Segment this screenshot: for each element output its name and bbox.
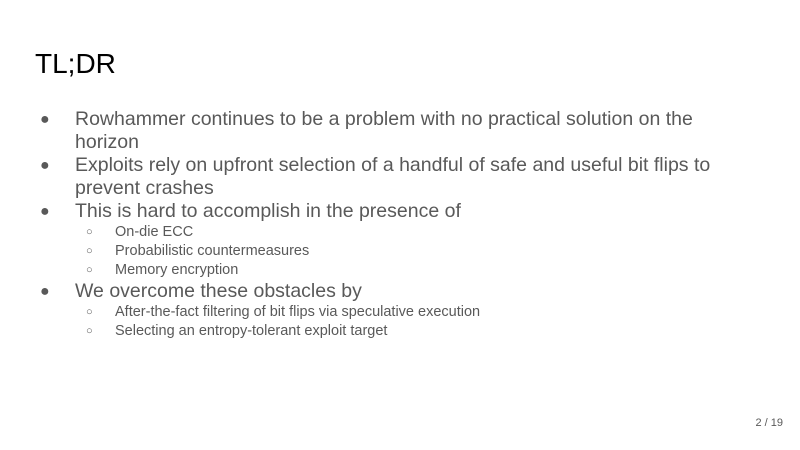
bullet-item (40, 200, 760, 280)
bullet-list (40, 108, 760, 341)
sub-bullet-icon: ○ (86, 306, 93, 318)
sub-bullet-item (40, 242, 760, 261)
sub-bullet-item (40, 223, 760, 242)
bullet-item (40, 154, 760, 200)
sub-bullet-icon: ○ (86, 325, 93, 337)
page-number: 2 / 19 (755, 417, 783, 429)
bullet-item (40, 280, 760, 341)
bullet-icon: ● (40, 157, 50, 174)
bullet-icon: ● (40, 203, 50, 220)
bullet-text: We overcome these obstacles by (75, 280, 362, 302)
sub-bullet-text: After-the-fact filtering of bit flips via speculative execution (115, 304, 481, 320)
sub-bullet-text: On-die ECC (115, 224, 194, 240)
bullet-item (40, 108, 760, 154)
sub-bullet-item (40, 303, 760, 322)
sub-bullet-icon: ○ (86, 226, 93, 238)
sub-bullet-item (40, 261, 760, 280)
sub-bullet-icon: ○ (86, 264, 93, 276)
bullet-icon: ● (40, 283, 50, 300)
sub-bullet-list (75, 223, 760, 280)
bullet-text: This is hard to accomplish in the presence of (75, 200, 461, 222)
sub-bullet-list (75, 303, 760, 341)
sub-bullet-text: Selecting an entropy-tolerant exploit target (115, 323, 388, 339)
sub-bullet-text: Probabilistic countermeasures (115, 243, 310, 259)
bullet-text: Exploits rely on upfront selection of a handful of safe and useful bit flips to prevent crashes (75, 154, 711, 199)
bullet-text: Rowhammer continues to be a problem with no practical solution on the horizon (75, 108, 693, 153)
sub-bullet-icon: ○ (86, 245, 93, 257)
bullet-icon: ● (40, 111, 50, 128)
slide-title: TL;DR (35, 48, 116, 79)
sub-bullet-item (40, 322, 760, 341)
sub-bullet-text: Memory encryption (115, 262, 239, 278)
